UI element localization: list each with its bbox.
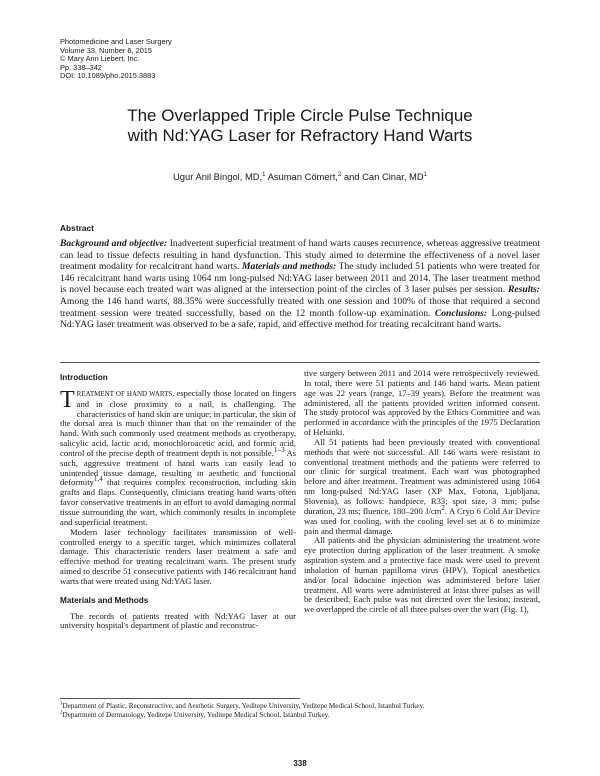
author-1: Ugur Anil Bingol, MD, [173,171,263,182]
introduction-paragraph-2: Modern laser technology facilitates transmission of well-controlled energy to a specific target, which minimizes collateral damage. This characteristic renders laser treatment a safe and effective method for treating recalcitrant warts. The present study aimed to describe 51 consecutive patients with 146 recalcitrant hand warts that were treated using Nd:YAG laser. [60,526,296,586]
page-range: Pp. 338–342 [60,62,102,72]
abstract-results-label: Results: [508,284,540,296]
abstract-conclusions-text: Long-pulsed Nd:YAG laser treatment was observed to be a safe, rapid, and effective method for treating recalcitrant hand warts. [60,307,540,331]
author-conjunction: and [343,171,360,182]
abstract-methods-text: The study included 51 patients who were treated for 146 recalcitrant hand warts using 1064 nm long-pulsed Nd:YAG laser between 2011 and 2014. The laser treatment method is novel because each treated wart was aligned at the intersection point of the circles of 3 laser pulses per session. [60,261,540,296]
affiliation-footnotes [60,702,540,720]
footnote-2: $^2$Department of Dermatology, Yeditepe University, Yeditepe Medical School, Istanbul Turkey. [60,710,330,719]
abstract-body [60,238,540,331]
abstract-conclusions-label: Conclusions: [434,307,488,319]
author-list [40,171,560,182]
abstract-background-label: Background and objective: [60,238,168,249]
journal-volume: Volume 33, Number 6, 2015 [60,45,153,55]
citation: 1–3 [273,446,285,455]
footnote-1: $^1$Department of Plastic, Reconstructive, and Aesthetic Surgery, Yeditepe University, Yeditepe Medical School, Istanbul Turkey. [60,701,425,710]
intro-lead-in: REATMENT OF HAND WARTS, [76,389,175,398]
superscript: 2 [441,503,445,512]
author-3: Can Cinar, MD [362,171,424,182]
doi-link[interactable]: DOI: 10.1089/pho.2015.3883 [60,71,156,81]
right-column [304,369,540,615]
journal-name: Photomedicine and Laser Surgery [60,37,172,46]
methods-paragraph-1: The records of patients treated with Nd:YAG laser at our university hospital's department of plastic and reconstruc- [60,610,296,631]
author-2-affiliation: 2 [337,171,342,178]
journal-metadata [60,38,172,81]
drop-cap: T [60,386,75,413]
footnote-divider [60,698,300,699]
introduction-paragraph-1: TREATMENT OF HAND WARTS, especially those located on fingers and in close proximity to a nail, is challenging. The characteristics of hand skin are unique; in particular, the skin of the dorsal area is much thinner than that on the remainder of the hand. With such commonly used treatment methods as cryotherapy, salicylic acid, lactic acid, monochloroacetic acid, and formic acid, control of the precise depth of treatment depth is not possible.$^{1-3}$ As such, aggressive treatment of hand warts can easily lead to unintended tissue damage, resulting in aesthetic and functional deformity$^{1,4}$ that requires complex reconstruction, including skin grafts and flaps. Consequently, clinicians treating hand warts often favor conservative treatments in an effort to avoid damaging normal tissue surrounding the wart, which commonly results in incomplete and superficial treatment. [60,386,296,527]
author-2: Asuman Cömert, [267,171,338,182]
abstract-methods-label: Materials and methods: [242,261,337,273]
title-line-2: with Nd:YAG Laser for Refractory Hand Warts [127,126,473,145]
title-line-1: The Overlapped Triple Circle Pulse Technique [127,106,473,125]
abstract-background-text: Inadvertent superficial treatment of hand warts causes recurrence, whereas aggressive treatment can lead to tissue defects resulting in hand dysfunction. This study aimed to determine the effectiveness of a novel laser treatment modality for recalcitrant hand warts. [60,238,540,273]
article-title [40,106,560,146]
abstract-divider [60,362,540,363]
author-1-affiliation: 1 [262,171,266,178]
page-number: 338 [293,759,307,768]
author-3-affiliation: 1 [423,171,427,178]
copyright: © Mary Ann Liebert, Inc. [60,54,140,64]
citation: 1,4 [93,475,103,484]
abstract-results-text: Among the 146 hand warts, 88.35% were successfully treated with one session and 100% of those that required a second treatment session were treated successfully, based on the 12 month follow-up examination. [60,295,540,319]
abstract-heading: Abstract [60,223,94,233]
methods-paragraph-3: All patients and the physician administering the treatment wore eye protection during application of the laser treatment. A smoke aspiration system and a protective face mask were used to prevent inhalation of human papilloma virus (HPV). Topical anesthetics and/or local lidocaine injection was administered before laser treatment. All warts were administered at least three pulses as will be described. Each pulse was not directed over the lesion; instead, we overlapped the circle of all three pulses over the wart (Fig. 1), [304,535,540,615]
methods-paragraph-1-continued: tive surgery between 2011 and 2014 were retrospectively reviewed. In total, there were 51 patients and 146 hand warts. Mean patient age was 22 years (range, 17–39 years). Before the treatment was administered, all the patients provided written informed consent. The study protocol was approved by the Ethics Committee and was performed in accordance with the principles of the 1975 Declaration of Helsinki. [304,368,540,438]
methods-heading: Materials and Methods [60,595,149,605]
left-column [60,373,296,631]
methods-paragraph-2: All 51 patients had been previously treated with conventional methods that were not successful. All 146 warts were resistant to conventional treatment methods and the patients were referred to our clinic for surgical treatment. Each wart was photographed before and after treatment. Treatment was administered using 1064 nm long-pulsed Nd:YAG laser (XP Max, Fotona, Ljubljana, Slovenia), as follows: handpiece, R33; spot size, 3 mm; pulse duration, 23 ms; fluence, 180–200 $J/cm^2$. A Cryo 6 Cold Air Device was used for cooling, with the cooling level set at 6 to minimize pain and thermal damage. [304,436,540,536]
introduction-heading: Introduction [60,373,108,382]
